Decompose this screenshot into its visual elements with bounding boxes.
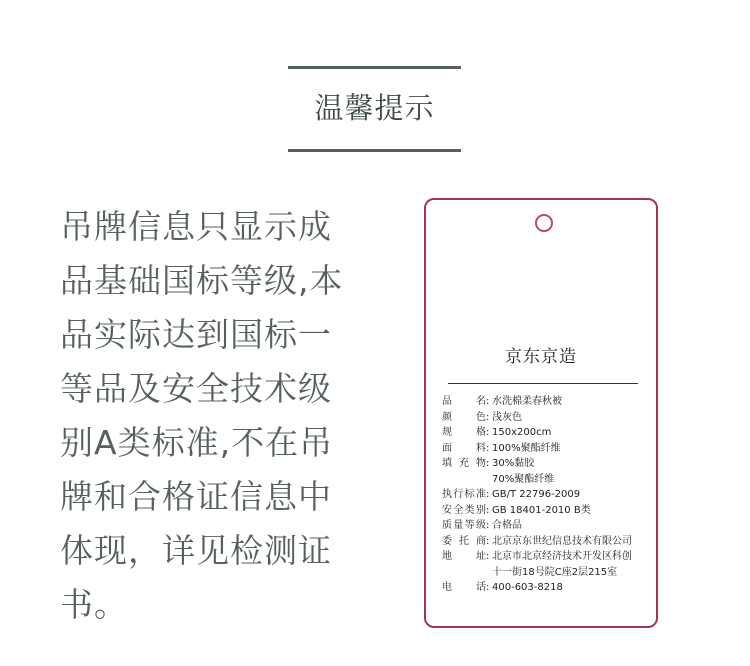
- spec-row: 品名 : 水洗棉柔春秋被: [442, 394, 656, 410]
- tag-brand: 京东京造: [505, 347, 577, 367]
- title-block: [288, 66, 461, 152]
- spec-value: 100%聚酯纤维: [492, 442, 561, 454]
- tag-hole-icon: [535, 214, 553, 232]
- spec-label: 委托商: [442, 535, 486, 547]
- notice-line: 等品及安全技术级: [60, 369, 332, 408]
- tag-spec-list: [442, 394, 656, 596]
- notice-line: 牌和合格证信息中: [60, 477, 332, 516]
- spec-value: 150x200cm: [492, 427, 552, 438]
- notice-line: 吊牌信息只显示成: [60, 207, 332, 246]
- spec-label: 面料: [442, 442, 486, 454]
- spec-value: 北京市北京经济技术开发区科创: [492, 551, 632, 562]
- spec-row: 执行标准 : GB/T 22796-2009: [442, 487, 656, 503]
- spec-label: 安全类别: [442, 504, 486, 516]
- spec-value: 合格品: [492, 520, 522, 531]
- spec-label: 质量等级: [442, 520, 486, 531]
- spec-row: 规格 : 150x200cm: [442, 425, 656, 441]
- spec-row: 颜色 : 浅灰色: [442, 410, 656, 426]
- tag-divider: [448, 383, 638, 384]
- notice-line: 体现，详见检测证: [60, 531, 332, 570]
- spec-row: [442, 472, 656, 488]
- spec-row: 质量等级 : 合格品: [442, 518, 656, 534]
- notice-line: 书。: [60, 585, 128, 624]
- spec-value: GB/T 22796-2009: [492, 489, 581, 500]
- spec-row: 电话 : 400-603-8218: [442, 580, 656, 596]
- spec-row: 安全类别 : GB 18401-2010 B类: [442, 503, 656, 519]
- spec-row: 地址 : 北京市北京经济技术开发区科创: [442, 549, 656, 565]
- spec-label: 品名: [442, 396, 486, 407]
- title-bottom-rule: [288, 149, 461, 152]
- spec-value: GB 18401-2010 B类: [492, 504, 591, 516]
- spec-value: 水洗棉柔春秋被: [492, 396, 562, 407]
- spec-label: 地址: [442, 551, 486, 562]
- spec-label: 电话: [442, 582, 486, 593]
- spec-label: 执行标准: [442, 489, 486, 500]
- spec-label: 填充物: [442, 458, 486, 469]
- spec-value: 北京京东世纪信息技术有限公司: [492, 535, 632, 547]
- spec-value: 70%聚酯纤维: [492, 473, 555, 485]
- notice-text: [60, 200, 380, 632]
- spec-value: 浅灰色: [492, 411, 522, 423]
- page-title: 温馨提示: [314, 91, 435, 125]
- spec-row: 面料 : 100%聚酯纤维: [442, 441, 656, 457]
- notice-line: 别A类标准,不在吊: [60, 423, 334, 462]
- spec-value: 十一街18号院C座2层215室: [492, 566, 618, 578]
- notice-line: 品实际达到国标一: [60, 315, 332, 354]
- title-top-rule: [288, 66, 461, 69]
- notice-line: 品基础国标等级,本: [60, 261, 344, 300]
- spec-label: 颜色: [442, 411, 486, 423]
- hang-tag: [424, 198, 658, 628]
- spec-label: 规格: [442, 427, 486, 438]
- spec-row: 委托商 : 北京京东世纪信息技术有限公司: [442, 534, 656, 550]
- spec-row: 填充物 : 30%黏胶: [442, 456, 656, 472]
- spec-value: 30%黏胶: [492, 458, 535, 469]
- spec-row: [442, 565, 656, 581]
- spec-value: 400-603-8218: [492, 582, 563, 593]
